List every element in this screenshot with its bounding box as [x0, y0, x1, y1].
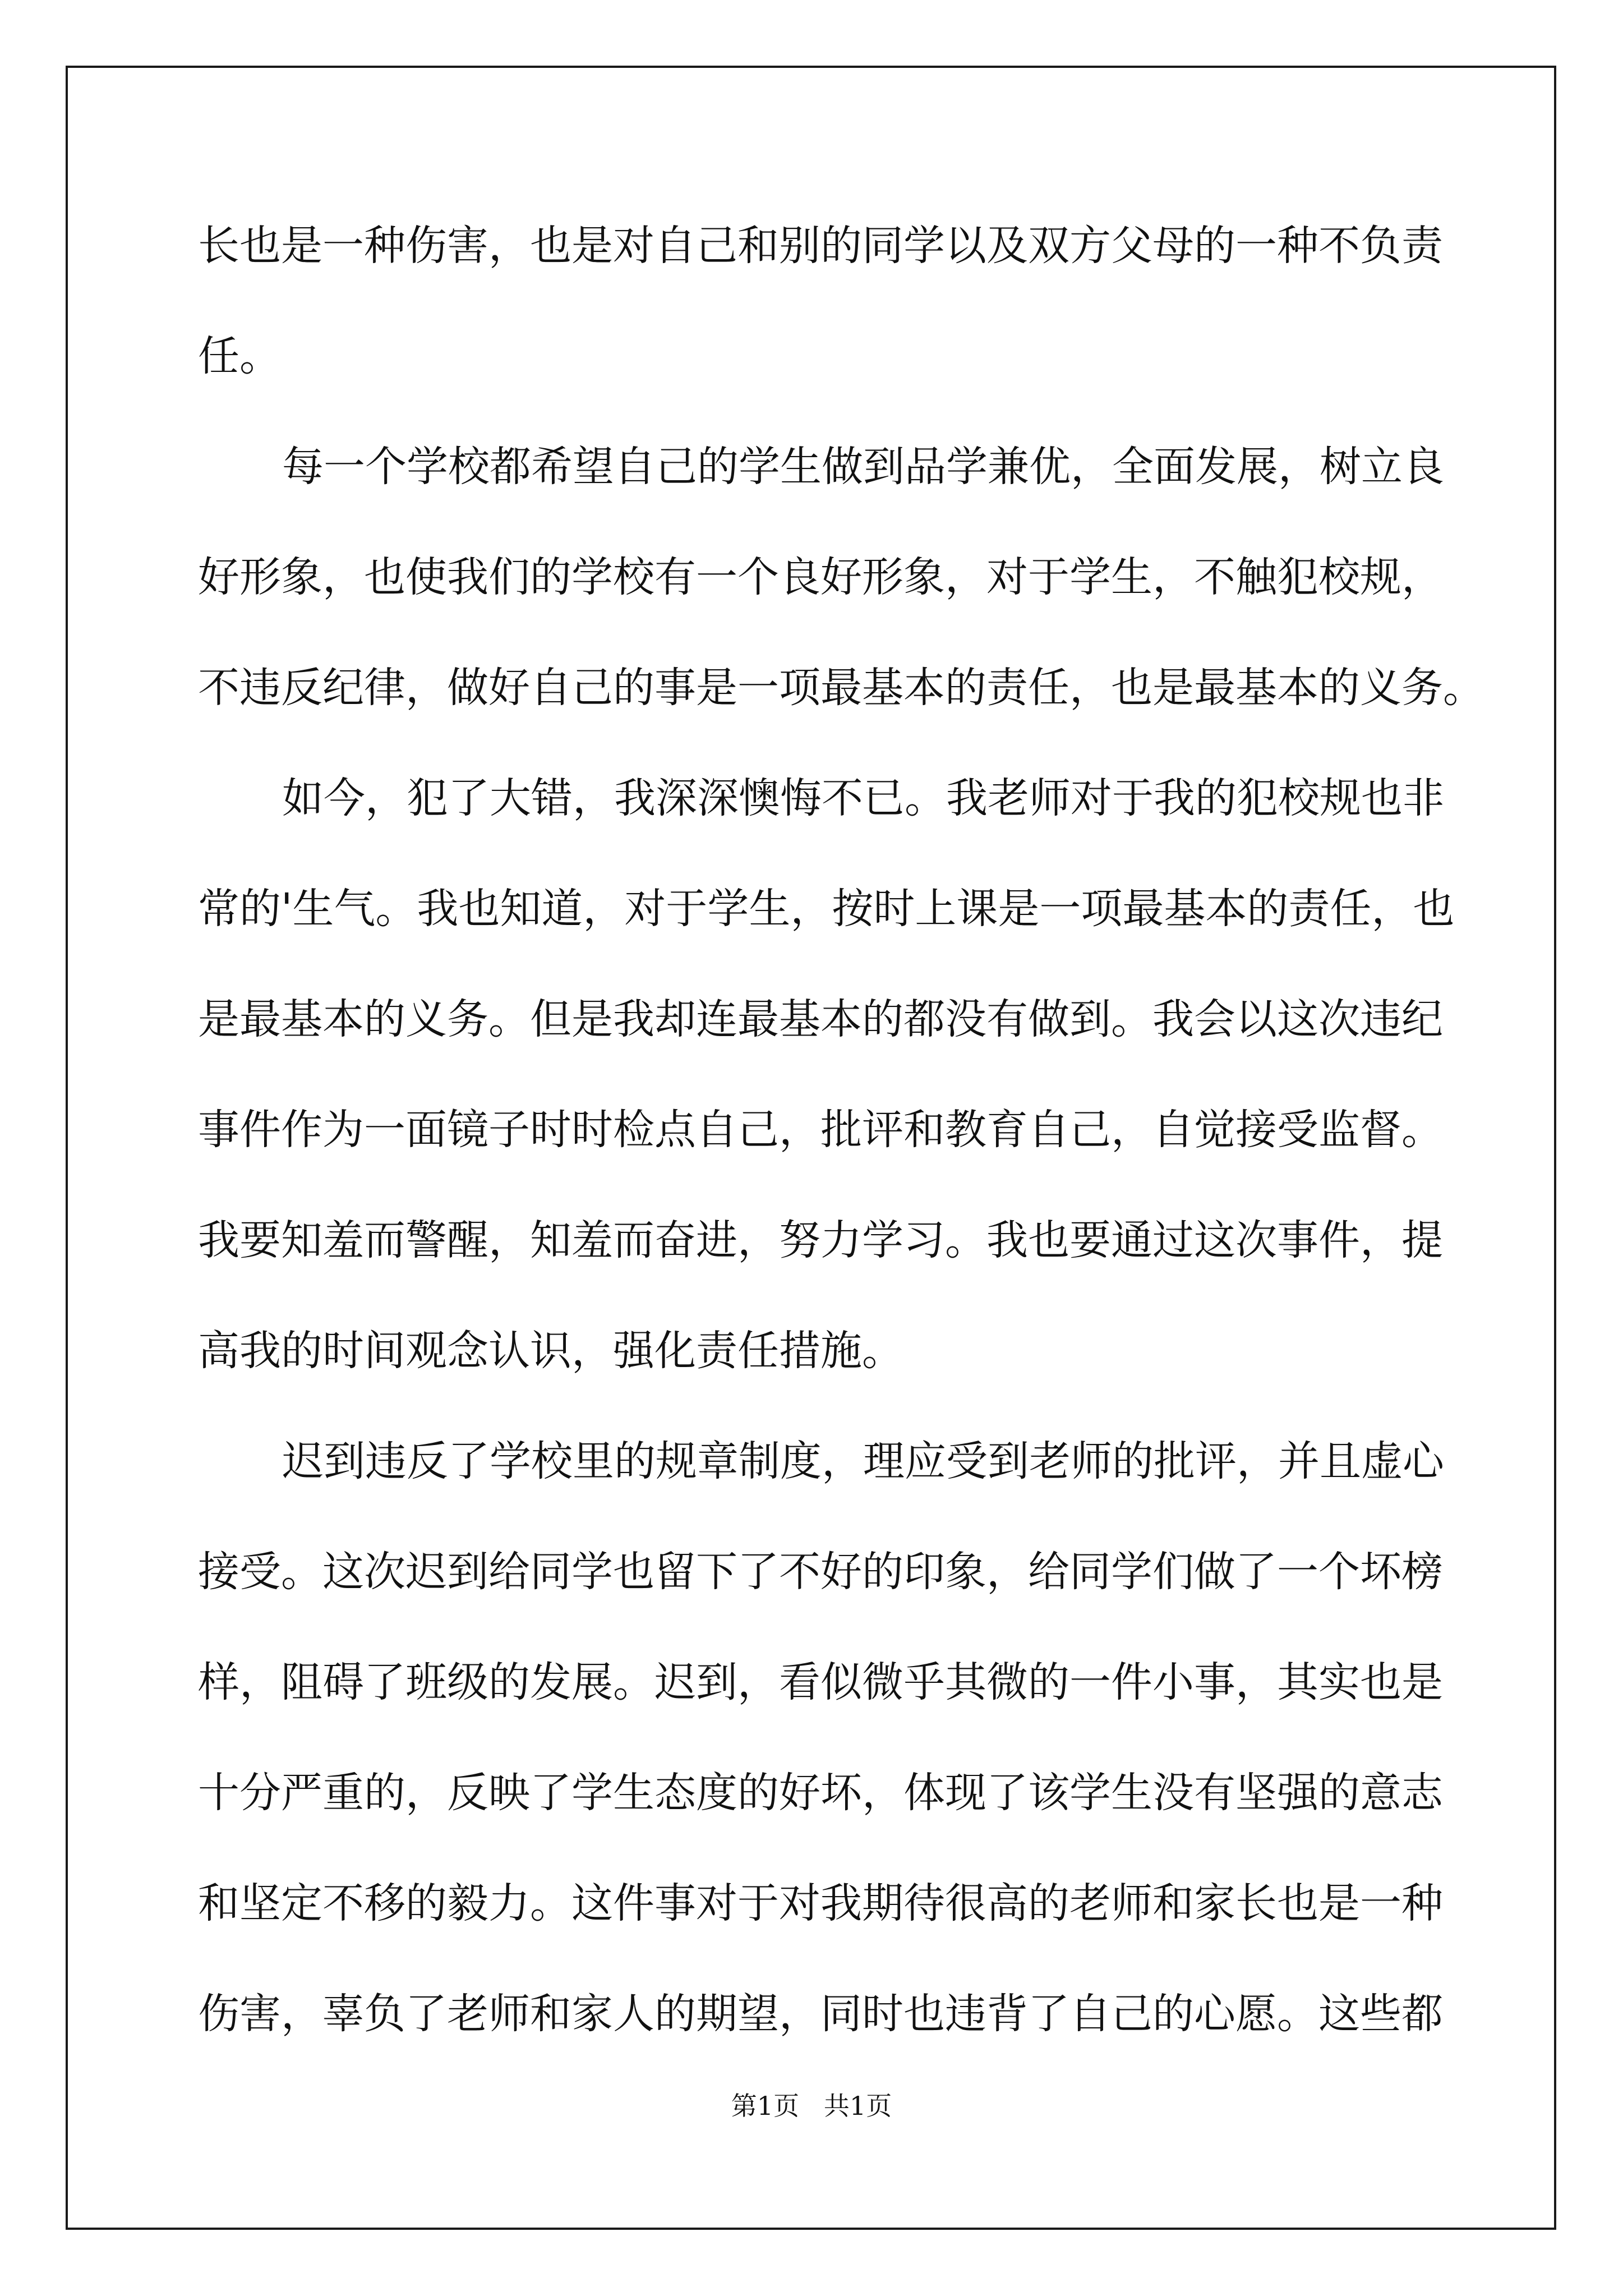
text-line: 长也是一种伤害，也是对自己和别的同学以及双方父母的一种不负责 — [198, 222, 1443, 270]
text-line: 样，阻碍了班级的发展。迟到，看似微乎其微的一件小事，其实也是 — [198, 1658, 1443, 1706]
text-line: 好形象，也使我们的学校有一个良好形象，对于学生，不触犯校规， — [198, 553, 1443, 601]
text-line: 不违反纪律，做好自己的事是一项最基本的责任，也是最基本的义务。 — [198, 664, 1484, 712]
text-line: 常的'生气。我也知道，对于学生，按时上课是一项最基本的责任，也 — [198, 885, 1455, 933]
paragraph-first-line: 如今，犯了大错，我深深懊悔不已。我老师对于我的犯校规也非 — [282, 774, 1444, 822]
text-line: 和坚定不移的毅力。这件事对于对我期待很高的老师和家长也是一种 — [198, 1879, 1443, 1927]
text-line: 伤害，辜负了老师和家人的期望，同时也违背了自己的心愿。这些都 — [198, 1990, 1443, 2038]
text-line: 事件作为一面镜子时时检点自己，批评和教育自己，自觉接受监督。 — [198, 1106, 1443, 1154]
text-line: 我要知羞而警醒，知羞而奋进，努力学习。我也要通过这次事件，提 — [198, 1216, 1443, 1264]
text-line: 任。 — [198, 332, 281, 380]
page-number-footer: 第1页 共1页 — [731, 2091, 892, 2121]
text-line: 是最基本的义务。但是我却连最基本的都没有做到。我会以这次违纪 — [198, 995, 1443, 1043]
text-line: 十分严重的，反映了学生态度的好坏，体现了该学生没有坚强的意志 — [198, 1769, 1443, 1817]
paragraph-first-line: 迟到违反了学校里的规章制度，理应受到老师的批评，并且虚心 — [282, 1437, 1444, 1485]
text-line: 高我的时间观念认识，强化责任措施。 — [198, 1327, 903, 1375]
paragraph-first-line: 每一个学校都希望自己的学生做到品学兼优，全面发展，树立良 — [282, 443, 1444, 491]
text-line: 接受。这次迟到给同学也留下了不好的印象，给同学们做了一个坏榜 — [198, 1548, 1443, 1596]
document-body — [198, 215, 1484, 2093]
